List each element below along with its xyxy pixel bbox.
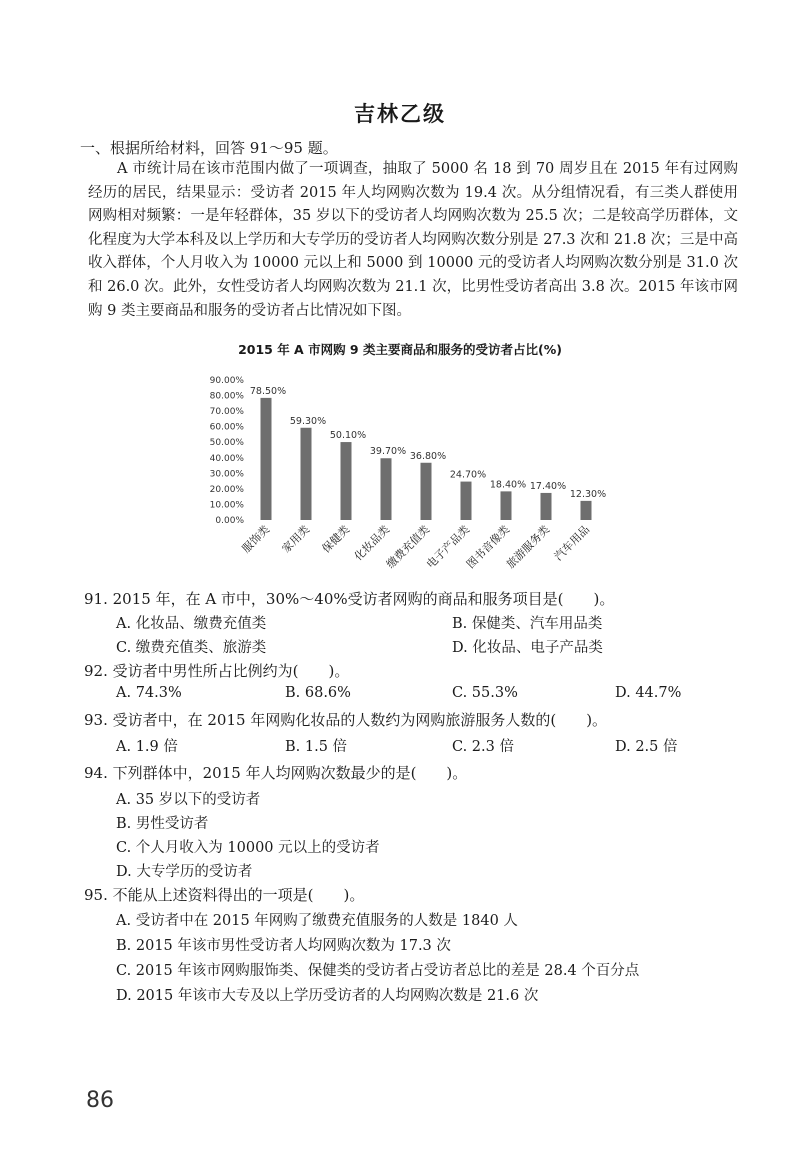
- x-category-label: 汽车用品: [551, 522, 593, 564]
- section-heading: 一、根据所给材料，回答 91～95 题。: [80, 139, 338, 157]
- y-tick-label: 70.00%: [209, 407, 244, 418]
- y-tick-label: 20.00%: [209, 484, 244, 495]
- chart-bar: [581, 501, 592, 520]
- question-91: 91. 2015 年，在 A 市中，30%～40%受访者网购的商品和服务项目是( )。: [84, 590, 615, 608]
- chart-bar: [381, 458, 392, 520]
- question-93: 93. 受访者中，在 2015 年网购化妆品的人数约为网购旅游服务人数的( )。: [84, 711, 608, 729]
- q95-option-c: C. 2015 年该市网购服饰类、保健类的受访者占受访者总比的差是 28.4 个百分点: [116, 963, 640, 979]
- y-tick-label: 90.00%: [209, 376, 244, 386]
- x-category-label: 服饰类: [239, 522, 273, 556]
- chart-bar: [341, 442, 352, 520]
- bar-value-label: 78.50%: [249, 385, 287, 397]
- q93-option-a: A. 1.9 倍: [116, 739, 178, 755]
- y-tick-label: 10.00%: [209, 500, 244, 511]
- bar-value-label: 59.30%: [289, 415, 327, 427]
- q92-option-b: B. 68.6%: [285, 685, 351, 701]
- q93-option-d: D. 2.5 倍: [615, 739, 678, 755]
- q93-option-b: B. 1.5 倍: [285, 739, 348, 755]
- q95-option-b: B. 2015 年该市男性受访者人均网购次数为 17.3 次: [116, 938, 451, 954]
- chart-bar: [461, 482, 472, 520]
- page-number: 86: [86, 1088, 114, 1113]
- y-tick-label: 0.00%: [215, 516, 244, 526]
- y-tick-label: 60.00%: [209, 422, 244, 433]
- q91-option-d: D. 化妆品、电子产品类: [452, 640, 603, 656]
- x-category-label: 图书音像类: [464, 522, 513, 572]
- q91-option-a: A. 化妆品、缴费充值类: [116, 616, 267, 632]
- q94-option-b: B. 男性受访者: [116, 816, 209, 832]
- x-category-label: 旅游服务类: [504, 522, 553, 572]
- bar-value-label: 36.80%: [409, 450, 447, 462]
- q91-option-c: C. 缴费充值类、旅游类: [116, 640, 267, 656]
- question-95: 95. 不能从上述资料得出的一项是( )。: [84, 886, 365, 904]
- bar-value-label: 50.10%: [329, 430, 367, 442]
- material-paragraph: A 市统计局在该市范围内做了一项调查，抽取了 5000 名 18 到 70 周岁且在 2015 年有过网购经历的居民，结果显示：受访者 2015 年人均网购次数为 19.4 次。从分组情况看，有三类人群使用网购相对频繁：一是年轻群体，35 岁以下的受访者人均网购次数为 25.5 次；二是较高学历群体，文化程度为大学本科及以上学历和大专学历的受访者人均网购次数分别是 27.3 次和 21.8 次；三是中高收入群体，个人月收入为 10000 元以上和 5000 到 10000 元的受访者人均网购次数分别是 31.0 次和 26.0 次。此外，女性受访者人均网购次数为 21.1 次，比男性受访者高出 3.8 次。2015 年该市网购 9 类主要商品和服务的受访者占比情况如下图。: [88, 161, 738, 319]
- y-tick-label: 30.00%: [209, 469, 244, 480]
- page-title: 吉林乙级: [354, 101, 446, 126]
- q92-option-c: C. 55.3%: [452, 685, 518, 701]
- bar-value-label: 24.70%: [449, 469, 487, 481]
- bar-chart: [190, 362, 630, 572]
- q95-option-d: D. 2015 年该市大专及以上学历受访者的人均网购次数是 21.6 次: [116, 988, 539, 1004]
- chart-bar: [541, 493, 552, 520]
- q94-option-d: D. 大专学历的受访者: [116, 864, 253, 880]
- question-94: 94. 下列群体中，2015 年人均网购次数最少的是( )。: [84, 764, 468, 782]
- chart-bar: [301, 428, 312, 520]
- x-category-label: 电子产品类: [424, 522, 473, 572]
- q93-option-c: C. 2.3 倍: [452, 739, 514, 755]
- y-tick-label: 80.00%: [209, 391, 244, 402]
- chart-bar: [501, 491, 512, 520]
- x-category-label: 保健类: [319, 522, 353, 556]
- q92-option-d: D. 44.7%: [615, 685, 682, 701]
- bar-value-label: 17.40%: [529, 480, 567, 492]
- chart-bar: [261, 398, 272, 520]
- question-92: 92. 受访者中男性所占比例约为( )。: [84, 662, 350, 680]
- y-tick-label: 50.00%: [209, 438, 244, 449]
- x-category-label: 家用类: [279, 522, 313, 556]
- q94-option-c: C. 个人月收入为 10000 元以上的受访者: [116, 840, 380, 856]
- bar-value-label: 12.30%: [569, 488, 607, 500]
- q92-option-a: A. 74.3%: [116, 685, 182, 701]
- chart-title: 2015 年 A 市网购 9 类主要商品和服务的受访者占比(%): [238, 342, 562, 357]
- x-category-label: 缴费充值类: [384, 522, 433, 572]
- q95-option-a: A. 受访者中在 2015 年网购了缴费充值服务的人数是 1840 人: [116, 913, 518, 929]
- bar-value-label: 39.70%: [369, 446, 407, 458]
- q91-option-b: B. 保健类、汽车用品类: [452, 616, 603, 632]
- chart-bar: [421, 463, 432, 520]
- q94-option-a: A. 35 岁以下的受访者: [116, 792, 261, 808]
- y-tick-label: 40.00%: [209, 453, 244, 464]
- x-category-label: 化妆品类: [351, 522, 393, 564]
- bar-value-label: 18.40%: [489, 479, 527, 491]
